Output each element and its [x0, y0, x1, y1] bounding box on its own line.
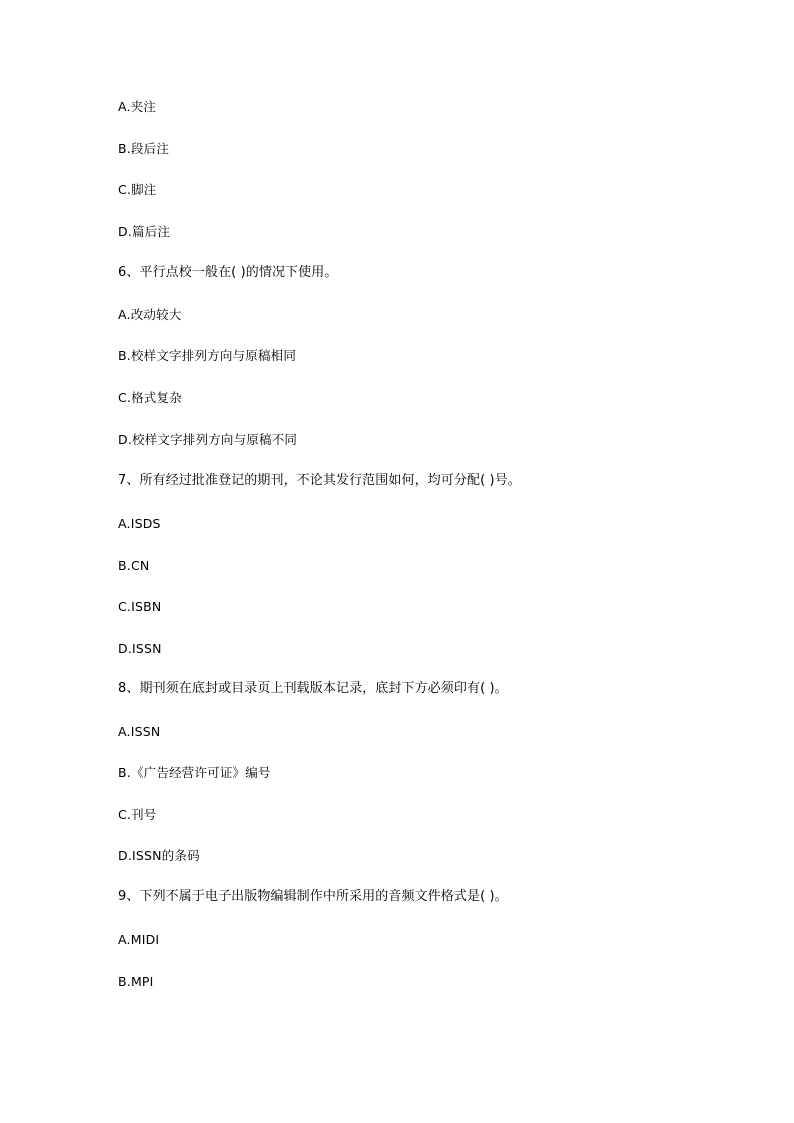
- option-5a: A.夹注: [118, 99, 157, 114]
- option-9a: A.MIDI: [118, 932, 160, 947]
- option-8d: D.ISSN的条码: [118, 848, 200, 863]
- option-8c: C.刊号: [118, 807, 157, 822]
- option-7a: A.ISDS: [118, 516, 161, 531]
- option-6c: C.格式复杂: [118, 390, 182, 405]
- question-8: 8、期刊须在底封或目录页上刊载版本记录，底封下方必须印有( )。: [118, 681, 508, 696]
- option-5d: D.篇后注: [118, 224, 171, 239]
- option-6d: D.校样文字排列方向与原稿不同: [118, 432, 298, 447]
- question-7: 7、所有经过批准登记的期刊，不论其发行范围如何，均可分配( )号。: [118, 473, 521, 488]
- option-8a: A.ISSN: [118, 724, 161, 739]
- option-6a: A.改动较大: [118, 307, 182, 322]
- option-9b: B.MPI: [118, 974, 154, 989]
- option-6b: B.校样文字排列方向与原稿相同: [118, 348, 297, 363]
- question-6: 6、平行点校一般在( )的情况下使用。: [118, 265, 338, 280]
- option-5b: B.段后注: [118, 141, 170, 156]
- option-5c: C.脚注: [118, 182, 157, 197]
- option-8b: B.《广告经营许可证》编号: [118, 765, 271, 780]
- option-7c: C.ISBN: [118, 599, 162, 614]
- option-7b: B.CN: [118, 558, 150, 573]
- option-7d: D.ISSN: [118, 641, 162, 656]
- question-9: 9、下列不属于电子出版物编辑制作中所采用的音频文件格式是( )。: [118, 889, 508, 904]
